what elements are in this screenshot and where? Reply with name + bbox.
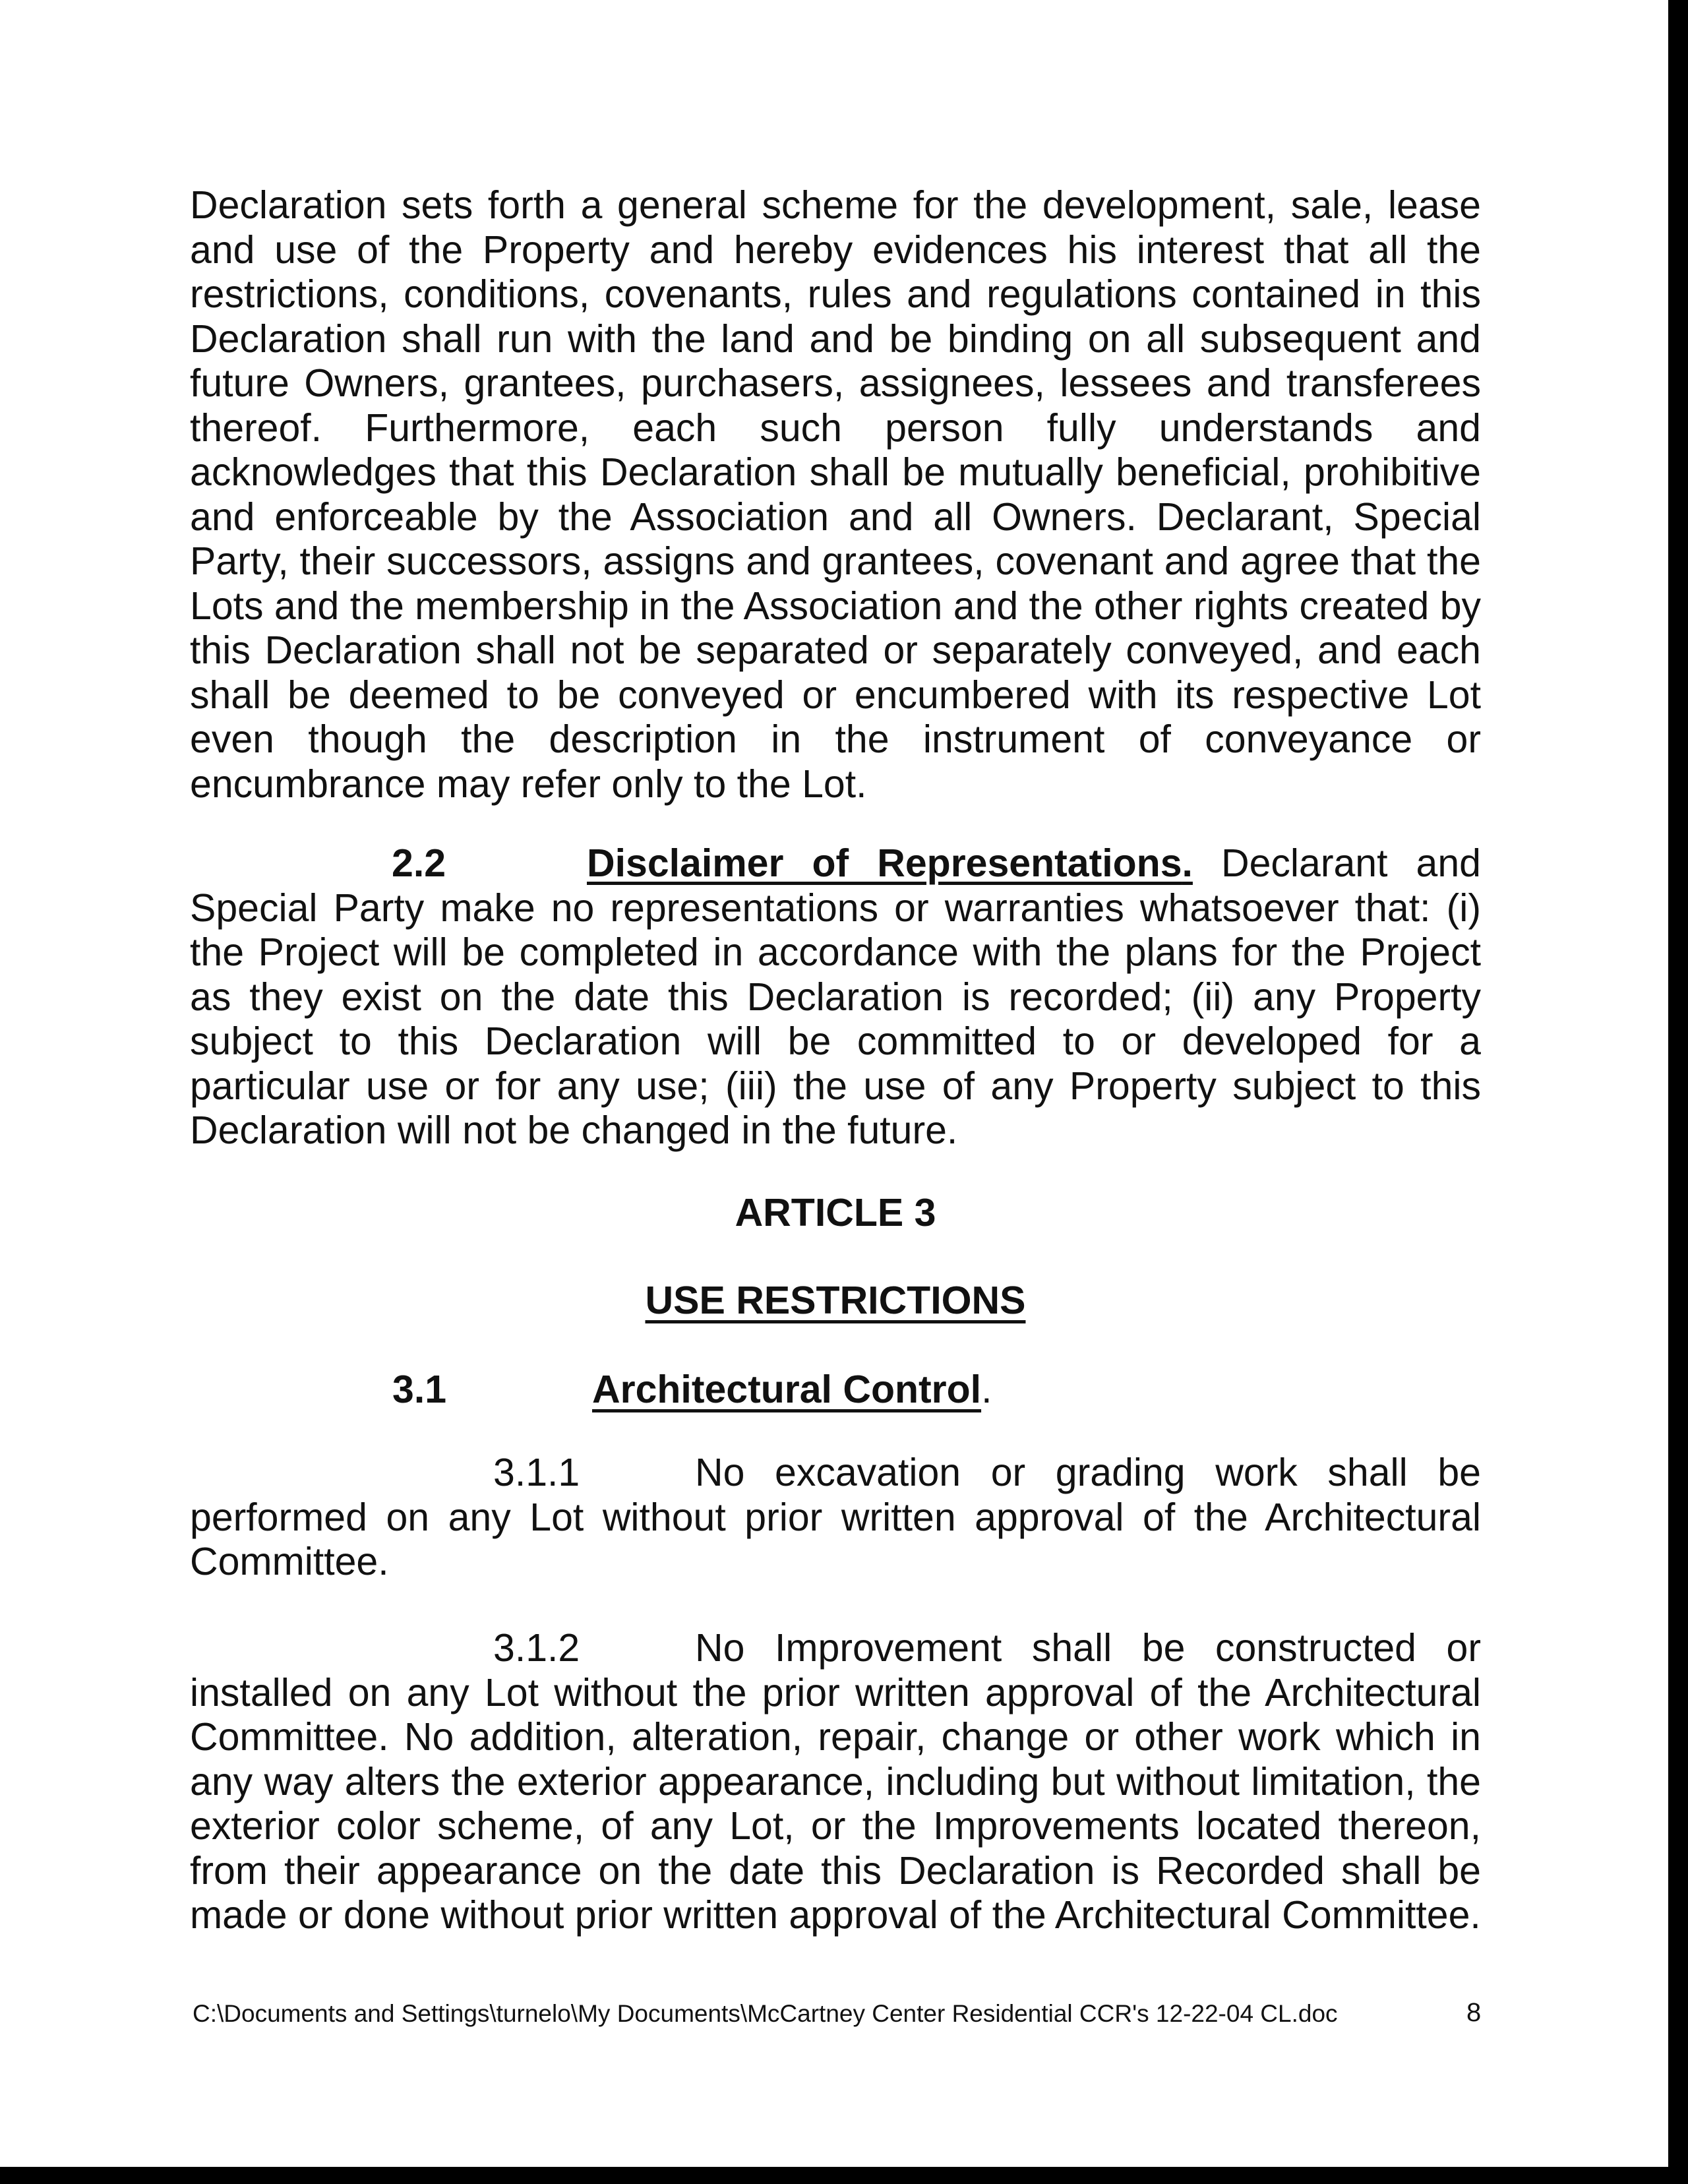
clause-number: 3.1.2 <box>493 1626 580 1670</box>
section-title-period: . <box>981 1368 992 1411</box>
section-text: Declarant and Special Party make no representations or warranties whatsoever that: (i) the Project will be completed in accordance with the plans for the Project as they exist on the date this Declaration is recorded; (ii) any Property subject to this Declaration will be committed to or developed for a particular use or for any use; (iii) the use of any Property subject to this Declaration will not be changed in the future. <box>190 841 1481 1152</box>
footer-file-path: C:\Documents and Settings\turnelo\My Documents\McCartney Center Residential CCR's 12-22-04 CL.doc <box>193 2000 1338 2027</box>
clause-3-1-2 <box>190 1626 1481 1938</box>
section-title: Architectural Control <box>592 1368 982 1411</box>
section-title: Disclaimer of Representations <box>587 841 1182 885</box>
section-2-2 <box>190 841 1481 1153</box>
article-title: USE RESTRICTIONS <box>645 1279 1026 1322</box>
section-number: 2.2 <box>392 841 446 885</box>
section-number: 3.1 <box>392 1368 447 1411</box>
scan-border-right <box>1668 0 1688 2184</box>
clause-number: 3.1.1 <box>493 1451 580 1494</box>
clause-text: No excavation or grading work shall be performed on any Lot without prior written approval of the Architectural Committee. <box>190 1451 1481 1583</box>
section-3-1-heading <box>392 1368 992 1412</box>
section-title-period: . <box>1182 841 1193 885</box>
scan-border-bottom <box>0 2167 1688 2184</box>
paragraph-text: Declaration sets forth a general scheme for the development, sale, lease and use of the Property and hereby evidences his interest that all the restrictions, conditions, covenants, rules and regulations contained in this Declaration shall run with the land and be binding on all subsequent and future Owners, grantees, purchasers, assignees, lessees and transferees thereof. Furthermore, each such person fully understands and acknowledges that this Declaration shall be mutually beneficial, prohibitive and enforceable by the Association and all Owners. Declarant, Special Party, their successors, assigns and grantees, covenant and agree that the Lots and the membership in the Association and the other rights created by this Declaration shall not be separated or separately conveyed, and each shall be deemed to be conveyed or encumbered with its respective Lot even though the description in the instrument of conveyance or encumbrance may refer only to the Lot. <box>190 183 1482 806</box>
clause-3-1-1 <box>190 1451 1481 1585</box>
article-heading: ARTICLE 3 <box>735 1191 936 1234</box>
clause-text: No Improvement shall be constructed or installed on any Lot without the prior written approval of the Architectural Committee. No addition, alteration, repair, change or other work which in any way alters the exterior appearance, including but without limitation, the exterior color scheme, of any Lot, or the Improvements located thereon, from their appearance on the date this Declaration is Recorded shall be made or done without prior written approval of the Architectural Committee. <box>190 1626 1481 1937</box>
page-number: 8 <box>1466 1998 1482 2027</box>
paragraph-declaration-scheme <box>190 183 1481 806</box>
